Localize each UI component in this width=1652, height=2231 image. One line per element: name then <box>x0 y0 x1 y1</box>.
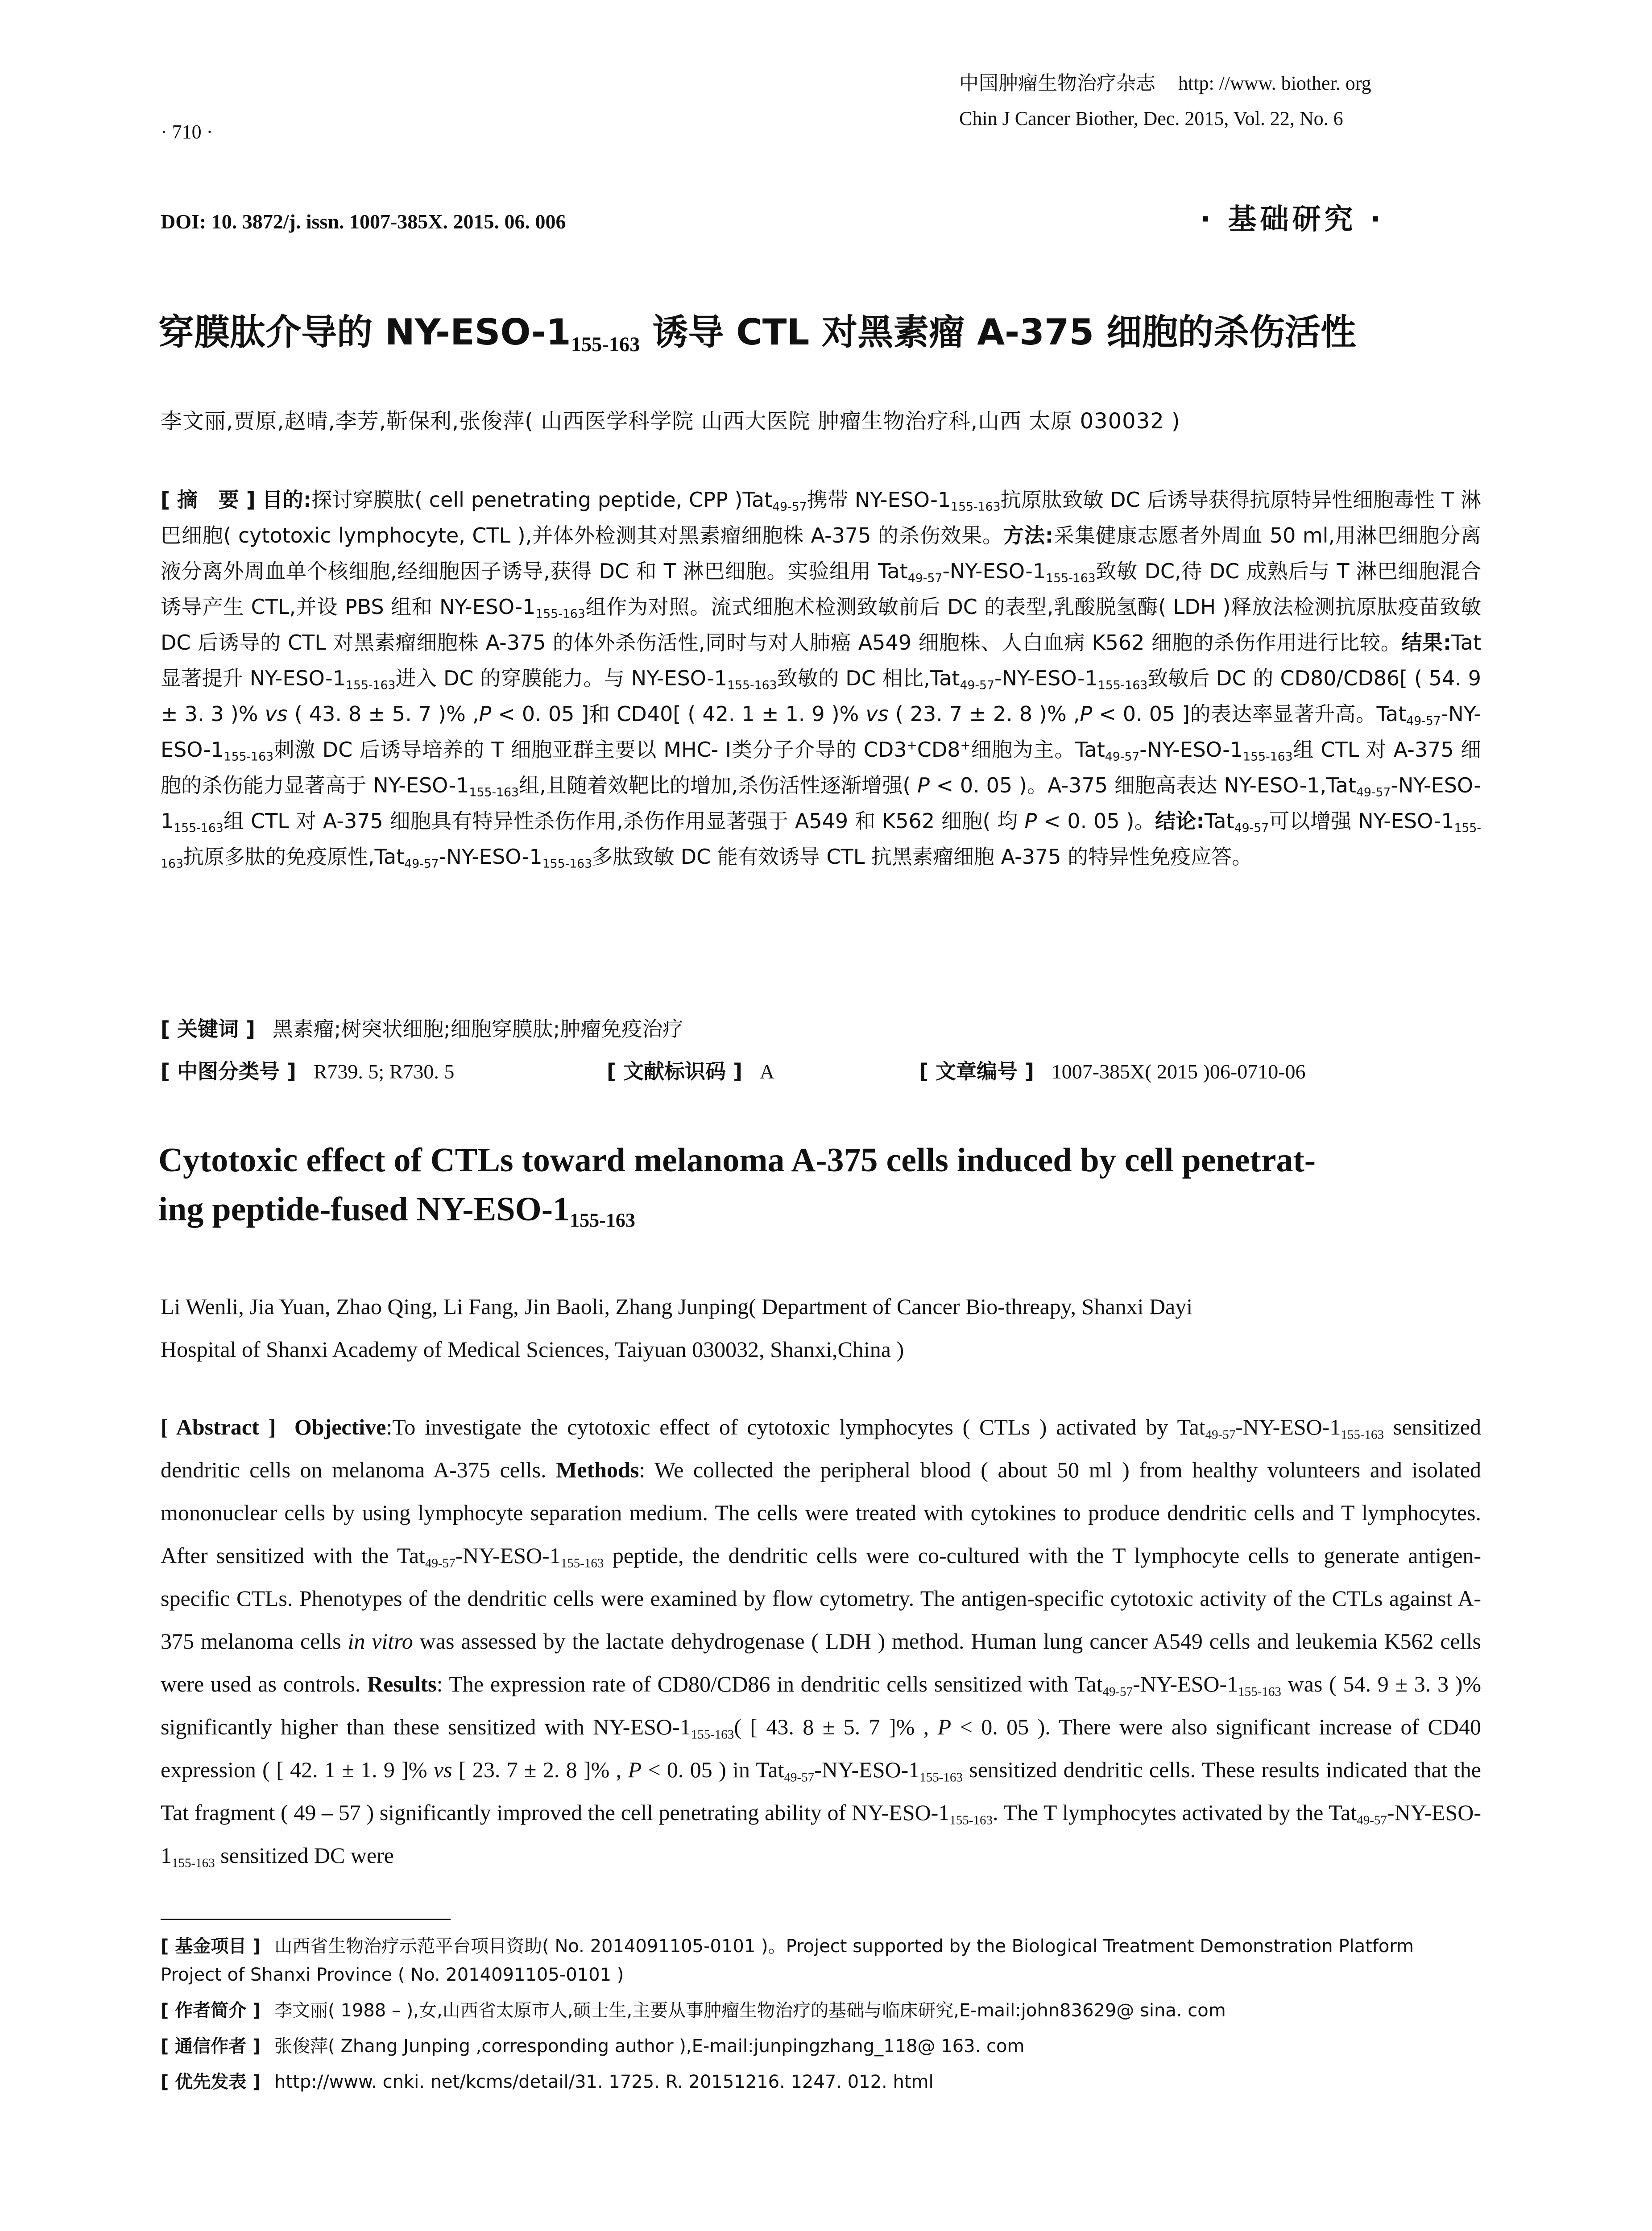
section-tag: · 基础研究 · <box>1200 203 1385 236</box>
priority-publication-link[interactable]: http://www. cnki. net/kcms/detail/31. 1725. R. 20151216. 1247. 012. html <box>274 2072 934 2092</box>
doc-code: [ 文献标识码 ] A <box>607 1059 774 1083</box>
objective-label-en: Objective <box>294 1414 386 1439</box>
keywords-cn: [ 关键词 ] 黑素瘤;树突状细胞;细胞穿膜肽;肿瘤免疫治疗 <box>161 1017 683 1041</box>
conclusion-label-cn: 结论: <box>1155 809 1205 833</box>
abstract-cn-label: [ 摘 要 ] <box>161 488 256 512</box>
author-note: [ 作者简介 ] 李文丽( 1988 – ),女,山西省太原市人,硕士生,主要从事肿瘤生物治疗的基础与临床研究,E-mail:john83629@ sina. com <box>161 2000 1226 2021</box>
authors-cn: 李文丽,贾原,赵晴,李芳,靳保利,张俊萍( 山西医学科学院 山西大医院 肿瘤生物治疗科,山西 太原 030032 ) <box>161 409 1180 434</box>
results-label-en: Results <box>367 1671 437 1696</box>
corresponding-author-note: [ 通信作者 ] 张俊萍( Zhang Junping ,corresponding author ),E-mail:junpingzhang_118@ 163. com <box>161 2036 1025 2057</box>
fund-note-cont: Project of Shanxi Province ( No. 2014091105-0101 ) <box>161 1965 624 1985</box>
abstract-cn: [ 摘 要 ] 目的:探讨穿膜肽( cell penetrating peptide, CPP )Tat$_{49-57}$携带 $NY-ESO-1_{155-163}$抗原肽致敏 DC 后诱导获得抗原特异性细胞毒性 T 淋巴细胞( cytotoxic lymphocyte, CTL ),并体外检测其对黑素瘤细胞株 A-375 的杀伤效果。方法:采集健康志愿者外周血 50 ml,用淋巴细胞分离液分离外周血单个核细胞,经细胞因子诱导,获得 DC 和 T 淋巴细胞。实验组用 $Tat_{49-57}-NY-ESO-1_{155-163}$致敏 DC,待 DC 成熟后与 T 淋巴细胞混合诱导产生 CTL,并设 PBS 组和 $NY-ESO-1_{155-163}$组作为对照。流式细胞术检测致敏前后 DC 的表型,乳酸脱氢酶( LDH )释放法检测抗原肽疫苗致敏 DC 后诱导的 CTL 对黑素瘤细胞株 A-375 的体外杀伤活性,同时与对人肺癌 A549 细胞株、人白血病 K562 细胞的杀伤作用进行比较。结果:Tat 显著提升 $NY-ESO-1_{155-163}$进入 DC 的穿膜能力。与 $NY-ESO-1_{155-163}$致敏的 DC 相比$,Tat_{49-57}-NY-ESO-1_{155-163}$致敏后 DC 的 CD80/CD86[ ( 54. 9 ± 3. 3 )% vs ( 43. 8 ± 5. 7 )% ,P < 0. 05 ]和 CD40[ ( 42. 1 ± 1. 9 )% vs ( 23. 7 ± 2. 8 )% ,P < 0. 05 ]的表达率显著升高。$Tat_{49-57}-NY-ESO-1_{155-163}$刺激 DC 后诱导培养的 T 细胞亚群主要以 MHC- Ⅰ类分子介导的 CD3+CD8+细胞为主。$Tat_{49-57}-NY-ESO-1_{155-163}$组 CTL 对 A-375 细胞的杀伤能力显著高于 $NY-ESO-1_{155-163}$组,且随着效靶比的增加,杀伤活性逐渐增强( P < 0. 05 )。A-375 细胞高表达 $NY-ESO-1,Tat_{49-57}-NY-ESO-1_{155-163}$组 CTL 对 A-375 细胞具有特异性杀伤作用,杀伤作用显著强于 A549 和 K562 细胞( 均 P < 0. 05 )。结论:Tat$_{49-57}$可以增强 $NY-ESO-1_{155-163}$抗原多肽的免疫原性$,Tat_{49-57}-NY-ESO-1_{155-163}$多肽致敏 DC 能有效诱导 CTL 抗黑素瘤细胞 A-375 的特异性免疫应答。 <box>161 488 1482 871</box>
abstract-en-label: [ Abstract ] <box>161 1414 276 1439</box>
journal-name-cn: 中国肿瘤生物治疗杂志 http: //www. biother. org <box>959 72 1371 95</box>
priority-publication-note: [ 优先发表 ] http://www. cnki. net/kcms/detail/31. 1725. R. 20151216. 1247. 012. html <box>161 2072 934 2092</box>
results-label-cn: 结果: <box>1401 630 1452 655</box>
footnotes <box>161 1932 1481 2096</box>
authors-en: Li Wenli, Jia Yuan, Zhao Qing, Li Fang, Jin Baoli, Zhang Junping( Department of Cancer Bio-threapy, Shanxi Dayi Hospital of Shanxi Academy of Medical Sciences, Taiyuan 030032, Shanxi,China ) <box>161 1294 1193 1362</box>
methods-label-en: Methods <box>556 1457 639 1482</box>
footnote-divider <box>161 1919 451 1920</box>
journal-url[interactable]: http: //www. biother. org <box>1178 72 1371 94</box>
article-number: [ 文章编号 ] 1007-385X( 2015 )06-0710-06 <box>919 1059 1306 1083</box>
title-en: Cytotoxic effect of CTLs toward melanoma A-375 cells induced by cell penetrat- ing peptide-fused $NY-ESO-1_{155-163}$ <box>158 1141 1316 1232</box>
page-number: · 710 · <box>161 121 213 143</box>
methods-label-cn: 方法: <box>1003 523 1054 547</box>
journal-issue: Chin J Cancer Biother, Dec. 2015, Vol. 22, No. 6 <box>959 108 1343 129</box>
clc-code: [ 中图分类号 ] R739. 5; R730. 5 <box>161 1059 455 1083</box>
fund-note: [ 基金项目 ] 山西省生物治疗示范平台项目资助( No. 2014091105-0101 )。Project supported by the Biological Treatment Demonstration Platform <box>161 1936 1414 1957</box>
doi: DOI: 10. 3872/j. issn. 1007-385X. 2015. 06. 006 <box>161 210 566 233</box>
title-cn: 穿膜肽介导的 $NY-ESO-1_{155-163}$ 诱导 CTL 对黑素瘤 A-375 细胞的杀伤活性 <box>158 311 1357 356</box>
abstract-en: [ Abstract ] Objective:To investigate the cytotoxic effect of cytotoxic lymphocytes ( CTLs ) activated by $Tat_{49-57}-NY-ESO-1_{155-163}$ sensitized dendritic cells on melanoma A-375 cells. Methods: We collected the peripheral blood ( about 50 ml ) from healthy volunteers and isolated mononuclear cells by using lymphocyte separation medium. The cells were treated with cytokines to produce dendritic cells and T lymphocytes. After sensitized with the $Tat_{49-57}-NY-ESO-1_{155-163}$ peptide, the dendritic cells were co-cultured with the T lymphocyte cells to generate antigen-specific CTLs. Phenotypes of the dendritic cells were examined by flow cytometry. The antigen-specific cytotoxic activity of the CTLs against A-375 melanoma cells in vitro was assessed by the lactate dehydrogenase ( LDH ) method. Human lung cancer A549 cells and leukemia K562 cells were used as controls. Results: The expression rate of CD80/CD86 in dendritic cells sensitized with $Tat_{49-57}-NY-ESO-1_{155-163}$ was ( 54. 9 ± 3. 3 )% significantly higher than these sensitized with $NY-ESO-1_{155-163}$( [ 43. 8 ± 5. 7 ]% , P < 0. 05 ). There were also significant increase of CD40 expression ( [ 42. 1 ± 1. 9 ]% vs [ 23. 7 ± 2. 8 ]% , P < 0. 05 ) in $Tat_{49-57}-NY-ESO-1_{155-163}$ sensitized dendritic cells. These results indicated that the Tat fragment ( 49 – 57 ) significantly improved the cell penetrating ability of $NY-ESO-1_{155-163}$. The T lymphocytes activated by the $Tat_{49-57}-NY-ESO-1_{155-163}$ sensitized DC were <box>161 1414 1482 1870</box>
objective-label-cn: 目的: <box>262 488 312 512</box>
